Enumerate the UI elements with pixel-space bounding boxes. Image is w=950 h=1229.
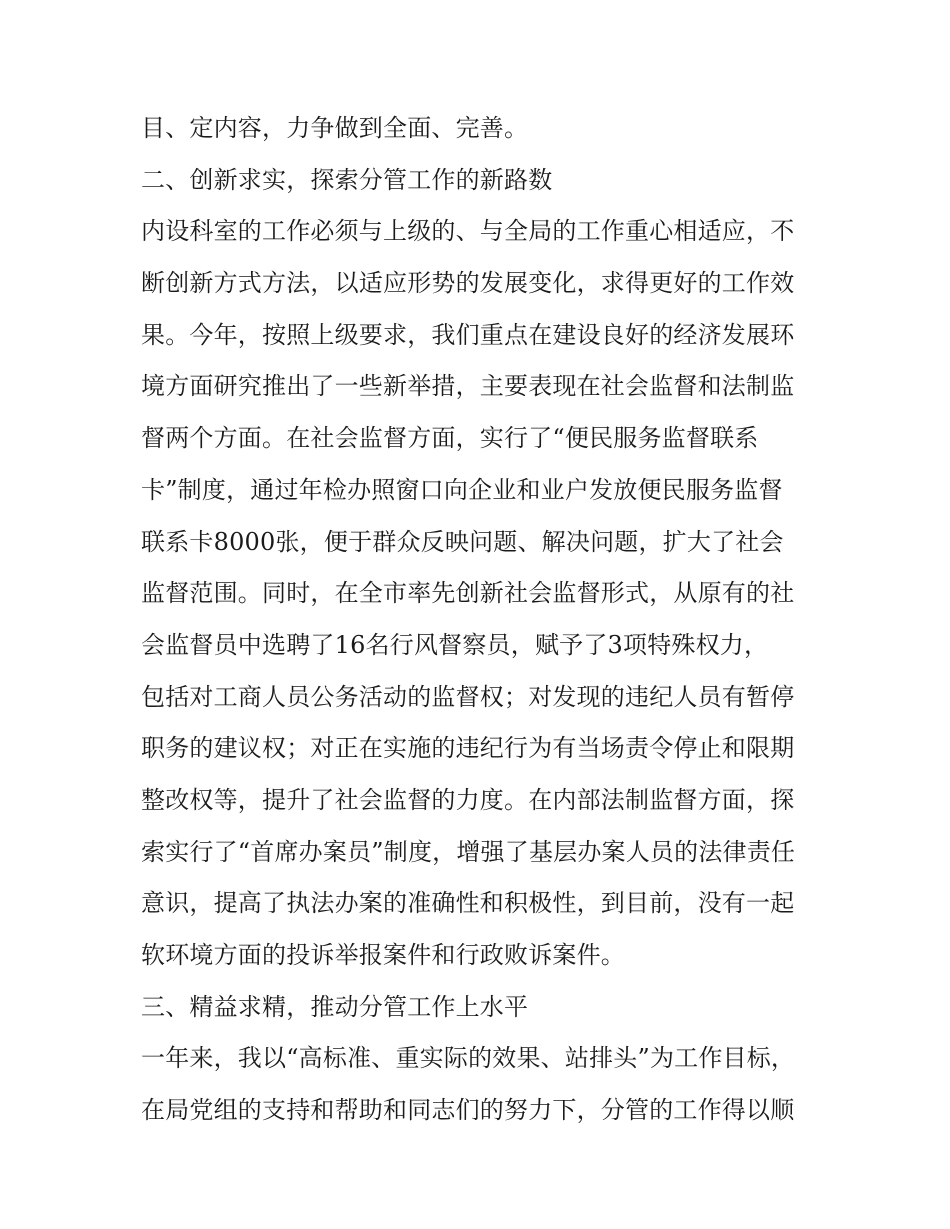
text-line: 索实行了“首席办案员”制度，增强了基层办案人员的法律责任 [141, 837, 796, 866]
text-line: 在局党组的支持和帮助和同志们的努力下，分管的工作得以顺 [141, 1096, 795, 1125]
text-line: 监督范围。同时，在全市率先创新社会监督形式，从原有的社 [141, 579, 795, 608]
document-body [141, 103, 813, 1137]
text-line: 断创新方式方法，以适应形势的发展变化，求得更好的工作效 [141, 269, 795, 298]
text-line: 联系卡8000张，便于群众反映问题、解决问题，扩大了社会 [141, 527, 784, 556]
text-line: 意识，提高了执法办案的准确性和积极性，到目前，没有一起 [141, 889, 795, 918]
text-line: 整改权等，提升了社会监督的力度。在内部法制监督方面，探 [141, 785, 795, 814]
text-line: 软环境方面的投诉举报案件和行政败诉案件。 [141, 941, 625, 969]
text-line: 内设科室的工作必须与上级的、与全局的工作重心相适应，不 [141, 217, 795, 246]
text-line: 果。今年，按照上级要求，我们重点在建设良好的经济发展环 [141, 320, 795, 349]
text-line: 卡”制度，通过年检办照窗口向企业和业户发放便民服务监督 [141, 475, 783, 504]
text-line: 督两个方面。在社会监督方面，实行了“便民服务监督联系 [141, 424, 759, 453]
section-heading: 二、创新求实，探索分管工作的新路数 [141, 165, 553, 194]
text-line: 境方面研究推出了一些新举措，主要表现在社会监督和法制监 [141, 372, 795, 401]
text-line: 目、定内容，力争做到全面、完善。 [141, 114, 529, 142]
text-line: 会监督员中选聘了16名行风督察员，赋予了3项特殊权力， [141, 630, 769, 659]
text-line: 职务的建议权；对正在实施的违纪行为有当场责令停止和限期 [141, 734, 795, 763]
section-heading: 三、精益求精，推动分管工作上水平 [141, 992, 529, 1021]
text-line: 包括对工商人员公务活动的监督权；对发现的违纪人员有暂停 [141, 682, 795, 711]
text-line: 一年来，我以“高标准、重实际的效果、站排头”为工作目标， [141, 1044, 796, 1073]
